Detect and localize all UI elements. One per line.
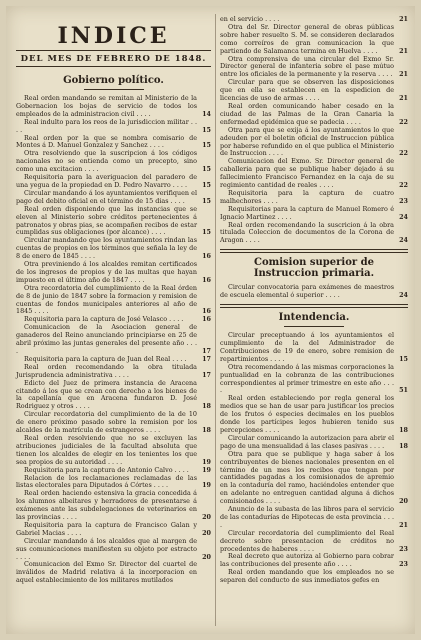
index-entry-text: Circular mandando á los ayuntamientos verifiquen el pago del debito oficial en el término de 15 dias [16, 188, 197, 205]
section-title-comision [220, 257, 408, 279]
index-entry-text: Real orden mandando que los empleados no se separen del conducto de sus inmediatos gefes en [220, 568, 394, 585]
index-entry-leader: . . . . [16, 552, 31, 561]
index-entry-leader: . . . . [168, 196, 185, 205]
index-entry [16, 150, 211, 174]
index-entry-page: 21 [399, 15, 408, 23]
section-title-text: Intendencia. [278, 312, 350, 324]
section-underline [84, 89, 144, 90]
index-entry [220, 284, 408, 300]
index-entry-leader: . . . . [16, 339, 197, 355]
index-entry-leader: . . . . [297, 544, 315, 553]
index-entry-text: Relacion de los reclamaciones reclamadas de las listas electorales para Diputados á Córtes [16, 473, 197, 490]
index-entry-text: Requisitoria para la averiguacion del paradero de una yegua de la propiedad en D. Pedro Navarro [16, 173, 197, 189]
left-column [16, 16, 211, 585]
index-entry [16, 380, 211, 412]
index-entry [220, 127, 408, 159]
index-entry-page: 23 [399, 560, 408, 569]
index-entry-leader: . . . . [323, 291, 340, 300]
index-entry [220, 506, 408, 530]
index-entry [220, 24, 408, 56]
index-entry-leader: . . . . [263, 15, 280, 23]
index-entry-text: Comunicacion del Exmo. Sr. Director general de caballeria para que se publique haber dejado á su fallecimiento Francisco Fernandez en la caja de su regimiento cantidad de reales [220, 157, 394, 190]
index-entry-leader: . . . . [170, 180, 187, 189]
index-entry [16, 285, 211, 317]
index-entry-page: 15 [202, 196, 211, 205]
index-entry [16, 206, 211, 238]
index-entry-text: Comunicacion de la Asociacion general de ganaderos del Reino anunciando principiarse en 25 de abril próximo las juntas generales del presente año [16, 323, 197, 348]
index-entry-text: Otra para que se exija á los ayuntamientos lo que adeuden por el boletin oficial de Instruccion pública por haberse refundido en el que publica el Ministerio de Instruccion [220, 125, 394, 158]
index-entry [16, 174, 211, 190]
index-entry [16, 490, 211, 522]
index-entry-page: 18 [399, 425, 408, 434]
index-entry-leader: . . . . [73, 402, 90, 411]
index-entry-page: 15 [202, 228, 211, 237]
index-entry-text: Real orden estableciendo por regla general los medios que se han de usar para justificar los precios de los frutos ó especies decimales en los pueblos donde los partícipes legos hubieren tenido sus percepciones [220, 394, 394, 434]
index-entry-text: Requisitoria para la captura de Francisco Galan y Gabriel Macias [16, 520, 197, 537]
index-entry-text: Real indulto para los reos de la jurisdiccion militar [24, 117, 189, 126]
index-entry-text: Otra resolviendo que la suscripcion á los códigos nacionales no se entienda como un precepto, sino como una excitacion [16, 149, 197, 174]
index-entry-leader: . . . . [105, 457, 123, 466]
index-entry [16, 561, 211, 585]
index-entry-page: 16 [202, 307, 211, 316]
index-entry-text: Otra del Sr. Director general de obras públicas sobre haber resuelto S. M. se consideren declarados como correíros de gran comunicacion la que partiendo de Salamanca termina en Huelva [220, 22, 394, 55]
index-entry-page: 15 [399, 354, 408, 363]
index-entry-text: Circular recordatoria del cumplimiento de la de 10 de enero próximo pasado sobre la remision por los alcaldes de la matrícula de estrangeros [16, 410, 197, 435]
index-entry-page: 24 [399, 291, 408, 300]
index-entry [16, 364, 211, 380]
index-entry [220, 79, 408, 103]
index-entry [220, 435, 408, 451]
section-title-text: Comision superior de Instruccion primaria. [253, 257, 375, 280]
index-entry-text: Real orden haciendo estensiva la gracia concedida á los alumnos albeitares y herradores de presentarse á exámenes ante las subdelegaciones de veterinarios en las provincias [16, 489, 197, 522]
index-entry-leader: . . . . [134, 109, 151, 118]
section-title-text: Gobierno político. [63, 75, 164, 86]
index-entry-text: Otra recordatoria del cumplimiento de la Real órden de 8 de junio de 1847 sobre la formacion y remision de cuentas de fondos municipales anteriores al año de 1845 [16, 283, 197, 316]
section-underline [284, 326, 344, 327]
section-rule [220, 249, 408, 253]
index-entry [220, 222, 408, 246]
index-entry-leader: . . . . [220, 512, 394, 529]
index-entry [220, 530, 408, 554]
index-entry-text: Circular mandando que los ayuntamientos rindan las cuentas de propios en los términos que señala la ley de 8 de enero de 1845 [16, 236, 197, 261]
index-entry-leader: . . . . [275, 212, 292, 221]
index-entry-leader: . . . . [220, 378, 394, 395]
index-entry-page: 19 [202, 465, 211, 474]
index-entry-text: Real orden recomendando la suscricion á la obra titulada Coleccion de documentos de la Corona de Aragon [220, 220, 394, 245]
index-entry-leader: . . . . [167, 315, 184, 324]
index-entry-page: 21 [399, 46, 408, 55]
index-entry-page: 22 [399, 149, 408, 158]
index-entry [16, 324, 211, 356]
index-entry-page: 21 [399, 520, 408, 529]
index-entry-leader: . . . . [78, 252, 96, 261]
index-entry-leader: . . . . [147, 141, 164, 150]
index-entry-leader: . . . . [335, 560, 352, 569]
index-entry [16, 190, 211, 206]
index-entry-page: 21 [399, 94, 408, 103]
index-entry [16, 261, 211, 285]
document-page [6, 6, 415, 634]
index-entry-leader: . . . . [32, 307, 49, 316]
index-entry-leader: . . . . [344, 117, 361, 126]
index-entry-text: Circular convocatoria para exámenes de maestros de escuela elemental ó superior [220, 283, 394, 300]
index-entry [16, 411, 211, 435]
index-entry-page: 15 [202, 165, 211, 174]
index-entry-text: en el servicio [220, 15, 264, 23]
index-entry [220, 332, 408, 364]
index-entry-leader: . . . . [149, 228, 166, 237]
index-entry-page: 16 [202, 275, 211, 284]
section-title-intendencia [220, 312, 408, 327]
index-entry-leader: . . . . [361, 46, 378, 55]
index-entry-leader: . . . . [170, 354, 187, 363]
index-entry-text: Requisitoria para la captura de Juan del Real [24, 354, 171, 363]
index-entry-leader: . . . . [128, 275, 145, 284]
index-entry-page: 15 [202, 180, 211, 189]
index-entry-text: Real orden resolviendo que no se excluyen las atribuciones judiciales de la facultad absoluta que tienen los alcaldes de elegir en los tenientes los que sea propios de su autoridad [16, 433, 197, 466]
index-entry-text: Circular comunicando la autorizacion para abrir el pago de una mensualidad á las clases pasivas [220, 433, 394, 450]
index-entry [220, 103, 408, 127]
index-entry [220, 206, 408, 222]
index-entry-page: 24 [399, 212, 408, 221]
index-entry-page: 17 [202, 354, 211, 363]
index-entry-text: Requisitoria para la captura de José Velasco [24, 315, 168, 324]
index-entry [220, 364, 408, 396]
index-entry [16, 522, 211, 538]
index-entry-leader: . . . . [268, 354, 285, 363]
index-entry-text: Otra comprensiva de una circular del Exmo Sr. Director general de infanteria sobre el pase mútuo entre los oficiales de la permanente y la reserva [220, 54, 394, 79]
index-entry-leader: . . . . [261, 196, 278, 205]
index-entry-leader: . . . . [112, 370, 129, 379]
index-entry [16, 95, 211, 119]
index-entry-text: Requisitoria para la captura de Antonio Calvo [24, 465, 173, 474]
index-entry-page: 22 [399, 117, 408, 126]
index-entry-text: Otra para que se publique y haga saber á los contribuyentes de bienes nacionales presenten en el término de un mes los recibos que tengan por cantidades pagadas a los comisionados de apremio en la contaduría del ramo, haciéndoles entender que en adelante no entreguen cantidad alguna á dichos comisionados [220, 449, 394, 506]
index-entry [220, 451, 408, 506]
index-entry-page: 16 [202, 252, 211, 261]
index-entry-page: 18 [202, 402, 211, 411]
index-entry-text: Otra previniendo á los alcaldes remitan certificados de los ingresos de propios y de las multas que hayan impuesto en el último año de 1847 [16, 260, 197, 284]
index-entry-leader: . . . . [16, 117, 197, 134]
index-entry-page: 23 [399, 544, 408, 553]
index-entry-leader: . . . . [82, 165, 99, 174]
index-entry-page: 22 [399, 181, 408, 190]
index-entry-page: 16 [202, 315, 211, 324]
index-entry-leader: . . . . [243, 236, 260, 245]
index-entry-leader: . . . . [172, 465, 189, 474]
column-divider [215, 14, 216, 626]
index-entry-page: 18 [202, 426, 211, 435]
section-title-gobierno [16, 75, 211, 90]
index-entry-leader: . . . . [143, 426, 161, 435]
index-entry [16, 538, 211, 562]
index-entry-leader: . . . . [317, 181, 334, 190]
index-entry [16, 119, 211, 135]
index-entry-text: Real orden recomendando la obra titulada Jurisprudencia administrativa [16, 362, 197, 379]
index-entry-page: 51 [399, 386, 408, 395]
index-entry [220, 158, 408, 190]
index-entry [220, 553, 408, 569]
index-entry-leader: . . . . [263, 497, 281, 506]
index-entry [16, 135, 211, 151]
page-title: INDICE [57, 23, 170, 49]
index-entry-text: Circular mandando á los alcaldes que al margen de sus comunicaciones manifiesten su objeto por estracto [16, 536, 197, 553]
right-entry-list-b [220, 284, 408, 300]
index-entry-leader: . . . . [263, 425, 280, 434]
index-entry-page: 18 [399, 441, 408, 450]
page-subtitle: DEL MES DE FEBRERO DE 1848. [16, 50, 211, 67]
section-rule [220, 304, 408, 308]
index-entry-leader: . . . . [376, 70, 393, 79]
index-entry-text: Circular preceptuando á los ayuntamientos el cumplimiento de la del Administrador de Contribuciones de 19 de enero, sobre remision de repartimientos [220, 331, 394, 363]
index-entry [220, 569, 408, 585]
index-entry-page: 19 [202, 457, 211, 466]
index-entry [220, 395, 408, 435]
index-entry-leader: . . . . [60, 513, 77, 522]
index-entry-text: Otra recomendando á las mismas corporaciones la puntualidad en la cobranza de las contribuciones correspondientes al primer trimestre en este año [220, 362, 394, 387]
index-entry-page: 20 [202, 552, 211, 561]
index-entry-text: Requisitorias para la captura de Manuel Romero é Ignacio Martinez [220, 204, 394, 221]
index-entry [220, 56, 408, 80]
index-entry-page: 20 [202, 513, 211, 522]
right-entry-list-a [220, 16, 408, 245]
index-entry-page: 19 [202, 481, 211, 490]
index-entry-leader: . . . . [65, 528, 82, 537]
index-entry-leader: . . . . [151, 481, 168, 490]
index-entry-page: 23 [399, 196, 408, 205]
index-entry-text: Anuncio de la subasta de las libros para el servicio de las contadurías de Hipotecas de esta provincia [220, 505, 394, 521]
index-entry-page: 20 [202, 528, 211, 537]
index-entry-page: 15 [202, 125, 211, 134]
index-entry-page: 17 [202, 370, 211, 379]
index-entry [16, 435, 211, 467]
index-entry-page: 15 [202, 141, 211, 150]
index-entry-text: Real orden por la que se nombra comisario de Montes á D. Manuel Gonzalez y Sanchez [16, 133, 197, 150]
index-entry-page: 14 [202, 109, 211, 118]
index-entry [16, 475, 211, 491]
index-entry-leader: . . . . [367, 441, 385, 450]
index-entry [220, 190, 408, 206]
left-entry-list [16, 95, 211, 585]
index-entry-leader: . . . . [266, 149, 283, 158]
index-entry-text: Requisitoria para la captura de cuatro malhechores [220, 188, 394, 205]
index-entry-page: 21 [399, 70, 408, 79]
index-entry-page: 20 [399, 497, 408, 506]
index-entry [16, 237, 211, 261]
index-entry-text: Edicto del Juez de primera instancia de Aracena citando á los que se crean con derecho a los bienes de la capellanía que en Aracena fundaron D. José Rodriguez y otros [16, 378, 197, 411]
right-entry-list-c [220, 332, 408, 585]
right-column [220, 16, 408, 585]
index-entry-text: Real decreto que autoriza al Gobierno para cobrar las contribuciones del presente año [220, 552, 394, 569]
index-entry-page: 17 [202, 347, 211, 355]
index-entry-text: Circular recordatoria del cumplimiento del Real decreto sobre presentacion de créditos no procedentes de haberes [220, 528, 394, 553]
index-entry-text: Real orden comunicando haber cesado en la ciudad de las Palmas de la Gran Canaria la enfermedad epidémica que se padecia [220, 101, 394, 126]
index-entry-text: Real orden disponiendo que las instancias que se eleven al Ministerio sobre créditos pertenecientes á patronatos y obras pias, se acompañen recibos de estar cumplidas sus obligaciones (por alcance) [16, 204, 197, 237]
index-entry-text: Circular para que se observen las disposiciones que en ella se establecen en la espedicion de licencias de uso de armas [220, 78, 394, 103]
index-entry-leader: . . . . [303, 94, 320, 103]
index-entry-page: 24 [399, 236, 408, 245]
index-entry-text: Comunicacion del Exmo Sr. Director del cuartel de inválidos de Madrid relativa á la incorporacion en aquel establecimiento de los militares mutilados [16, 560, 197, 585]
index-entry-text: Real orden mandando se remitan al Ministerio de la Gobernacion los bojas de servicio de todos los empleados de la administracion civil [16, 94, 197, 118]
